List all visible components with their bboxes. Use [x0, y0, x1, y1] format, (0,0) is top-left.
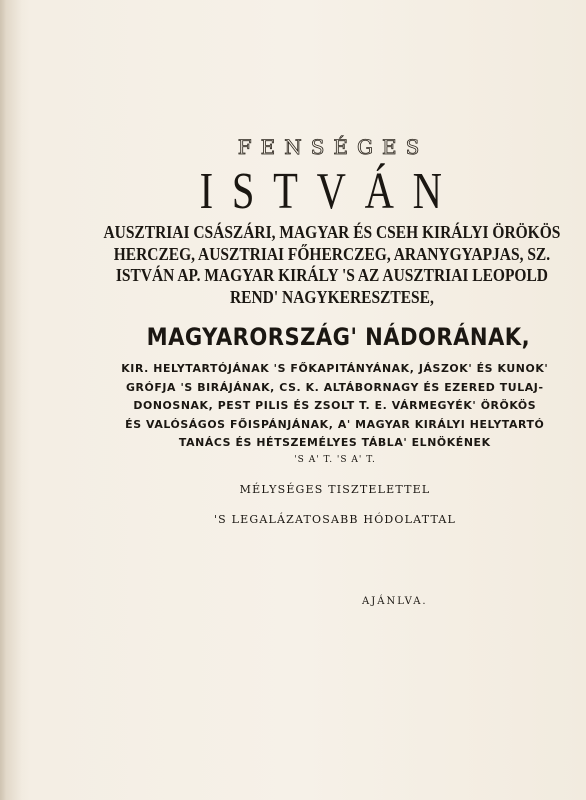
dedicatee-name: ISTVÁN [199, 163, 461, 220]
titles-line: REND' NAGYKERESZTESE, [229, 286, 434, 307]
titles-line: HERCZEG, AUSZTRIAI FŐHERCZEG, ARANYGYAPJAS, SZ. [113, 243, 551, 264]
respect-line: MÉLYSÉGES TISZTELETTEL [239, 483, 431, 496]
titles-line: ISTVÁN AP. MAGYAR KIRÁLY 'S AZ AUSZTRIAI LEOPOLD [115, 265, 548, 285]
offices-line: DONOSNAK, PEST PILIS ÉS ZSOLT T. E. VÁRMEGYÉK' ÖRÖKÖS [133, 399, 537, 412]
offices-line: GRÓFJA 'S BIRÁJÁNAK, CS. K. ALTÁBORNAGY ÉS EZERED TULAJ- [125, 380, 544, 394]
offices-line: KIR. HELYTARTÓJÁNAK 'S FŐKAPITÁNYÁNAK, JÁSZOK' ÉS KUNOK' [121, 362, 549, 375]
main-office-heading: MAGYARORSZÁG' NÁDORÁNAK, [146, 323, 531, 351]
titles-paragraph [80, 222, 584, 308]
et-cetera-line: 'S A' T. 'S A' T. [294, 455, 376, 465]
dedication-signature: AJÁNLVA. [362, 596, 428, 607]
honorific-heading: FENSÉGES [237, 135, 429, 159]
offices-line: ÉS VALÓSÁGOS FŐISPÁNJÁNAK, A' MAGYAR KIRÁLYI HELYTARTÓ [125, 417, 545, 431]
page-gutter [0, 0, 6, 800]
humility-line: 'S LEGALÁZATOSABB HÓDOLATTAL [213, 513, 457, 526]
offices-line: TANÁCS ÉS HÉTSZEMÉLYES TÁBLA' ELNÖKÉNEK [178, 436, 491, 449]
offices-paragraph [45, 360, 586, 453]
titles-line: AUSZTRIAI CSÁSZÁRI, MAGYAR ÉS CSEH KIRÁLYI ÖRÖKÖS [103, 222, 561, 242]
